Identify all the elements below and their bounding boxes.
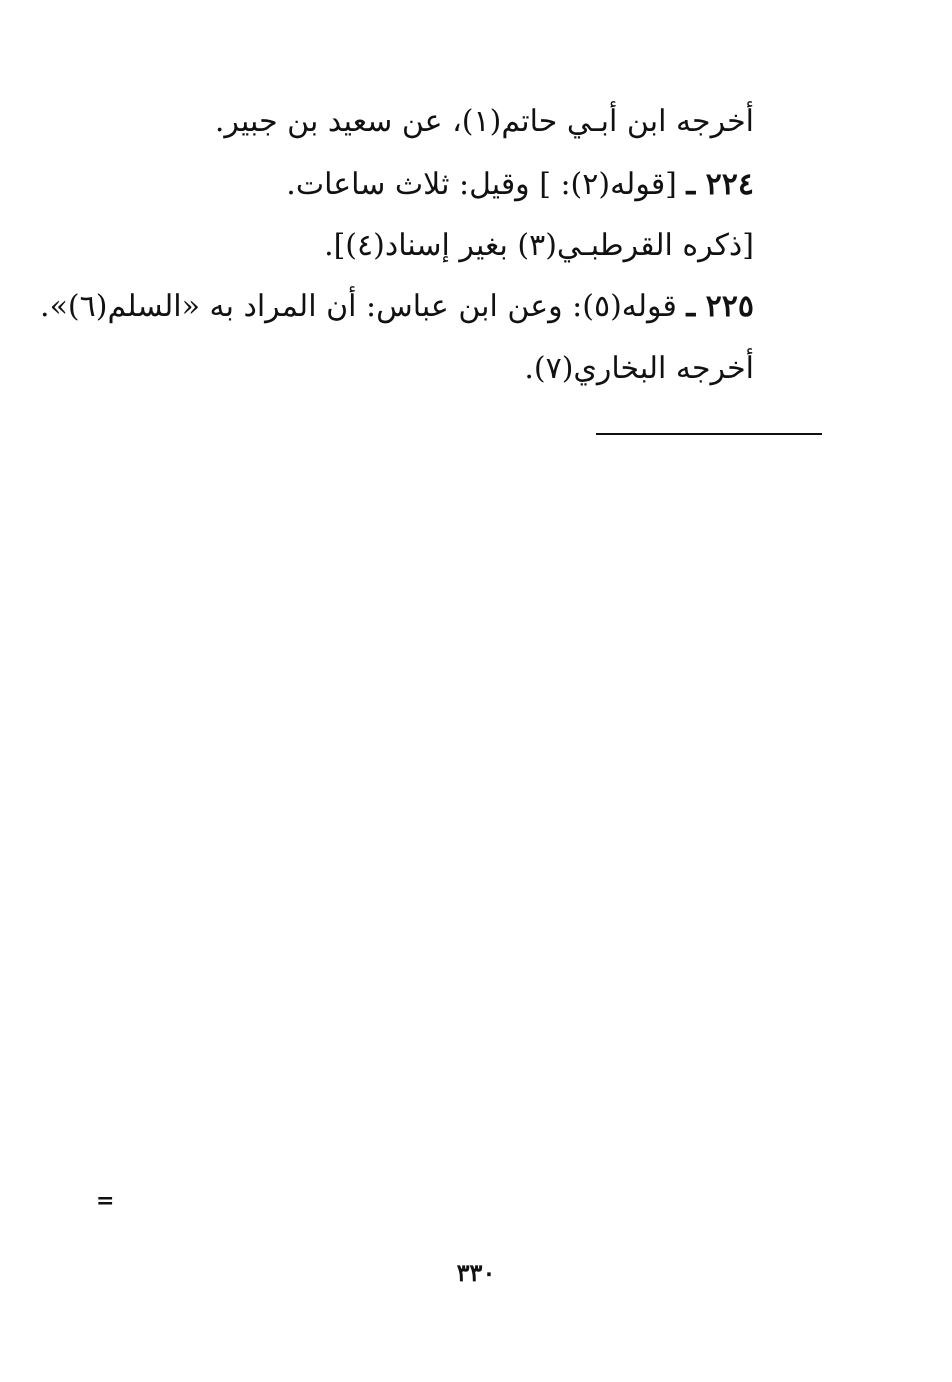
continuation-mark: = <box>96 1188 115 1214</box>
main-line-3: [ذكره القرطبـي(٣) بغير إسناد(٤)]. <box>324 228 754 263</box>
entry-224-text: [قوله(٢): ] وقيل: ثلاث ساعات. <box>286 167 677 202</box>
entry-number-224: ٢٢٤ ـ <box>686 167 754 202</box>
entry-number-225: ٢٢٥ ـ <box>686 289 754 324</box>
footnote-separator <box>596 433 822 435</box>
page-number: ٣٣٠ <box>456 1258 496 1287</box>
main-line-1: أخرجه ابن أبـي حاتم(١)، عن سعيد بن جبير. <box>214 104 754 139</box>
entry-225-text: قوله(٥): وعن ابن عباس: أن المراد به «السلم(٦)». <box>40 289 677 324</box>
main-line-4 <box>40 287 754 327</box>
main-line-5: أخرجه البخاري(٧). <box>524 351 754 386</box>
main-line-2 <box>286 165 754 205</box>
